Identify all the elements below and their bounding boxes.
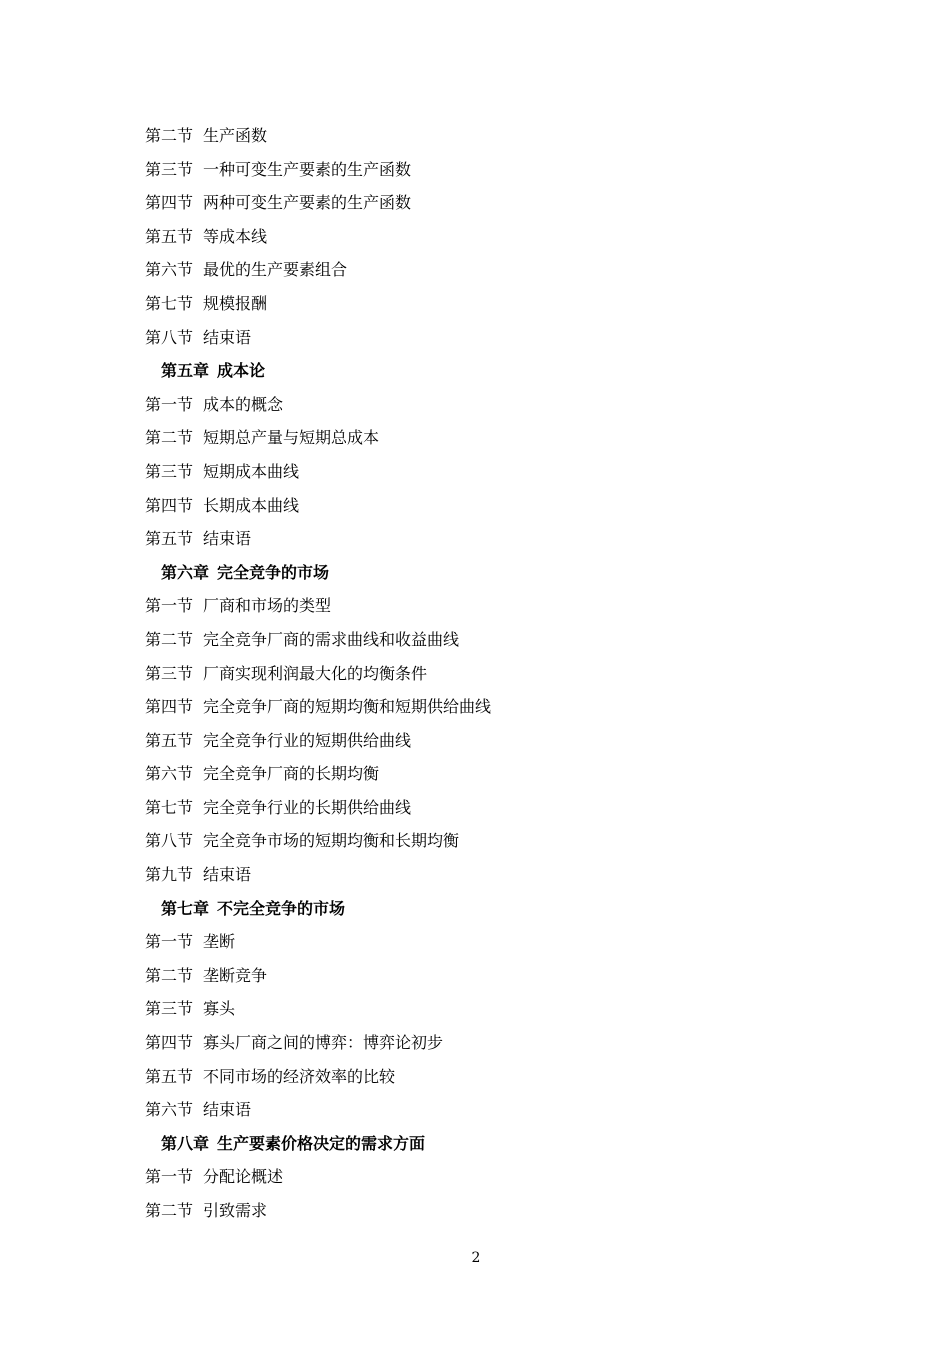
- section-number: 第七节: [145, 293, 194, 313]
- section-number: 第四节: [145, 495, 194, 515]
- toc-section-entry: [145, 321, 845, 355]
- section-title: 结束语: [203, 529, 252, 549]
- section-number: 第六节: [145, 764, 194, 784]
- toc-chapter-heading: [145, 354, 845, 388]
- chapter-title: 不完全竞争的市场: [217, 898, 346, 918]
- toc-section-entry: [145, 690, 845, 724]
- section-number: 第二节: [145, 428, 194, 448]
- toc-section-entry: [145, 757, 845, 791]
- chapter-title: 成本论: [217, 361, 266, 381]
- section-number: 第五节: [145, 529, 194, 549]
- section-title: 生产函数: [203, 126, 268, 145]
- toc-section-entry: [145, 421, 845, 455]
- section-number: 第六节: [145, 260, 194, 280]
- toc-section-entry: [145, 791, 845, 825]
- toc-section-entry: [145, 186, 845, 220]
- section-number: 第二节: [145, 1201, 194, 1220]
- section-title: 寡头: [203, 999, 236, 1019]
- chapter-number: 第七章: [161, 898, 210, 918]
- toc-chapter-heading: [145, 892, 845, 926]
- toc-section-entry: [145, 455, 845, 489]
- chapter-number: 第五章: [161, 361, 210, 381]
- toc-section-entry: [145, 522, 845, 556]
- section-title: 完全竞争厂商的长期均衡: [203, 764, 380, 784]
- section-title: 结束语: [203, 1100, 252, 1120]
- section-title: 等成本线: [203, 226, 268, 246]
- toc-section-entry: [145, 119, 845, 153]
- chapter-number: 第八章: [161, 1133, 210, 1153]
- section-title: 成本的概念: [203, 394, 284, 414]
- section-number: 第五节: [145, 1066, 194, 1086]
- toc-section-entry: [145, 1060, 845, 1094]
- section-number: 第六节: [145, 1100, 194, 1120]
- section-title: 分配论概述: [203, 1167, 284, 1187]
- toc-section-entry: [145, 623, 845, 657]
- toc-section-entry: [145, 153, 845, 187]
- section-number: 第九节: [145, 865, 194, 885]
- section-number: 第三节: [145, 159, 194, 179]
- section-title: 短期成本曲线: [203, 461, 300, 481]
- toc-chapter-heading: [145, 1127, 845, 1161]
- toc-section-entry: [145, 959, 845, 993]
- section-title: 结束语: [203, 865, 252, 885]
- section-title: 厂商和市场的类型: [203, 596, 332, 616]
- toc-section-entry: [145, 992, 845, 1026]
- section-title: 规模报酬: [203, 293, 268, 313]
- toc-chapter-heading: [145, 556, 845, 590]
- toc-section-entry: [145, 1093, 845, 1127]
- section-number: 第五节: [145, 226, 194, 246]
- section-title: 垄断: [203, 932, 236, 952]
- section-number: 第二节: [145, 965, 194, 985]
- section-title: 一种可变生产要素的生产函数: [203, 159, 412, 179]
- section-title: 完全竞争厂商的需求曲线和收益曲线: [203, 629, 460, 649]
- section-title: 结束语: [203, 327, 252, 347]
- toc-section-entry: [145, 724, 845, 758]
- toc-section-entry: [145, 220, 845, 254]
- section-number: 第一节: [145, 596, 194, 616]
- section-number: 第八节: [145, 327, 194, 347]
- section-number: 第四节: [145, 697, 194, 717]
- toc-section-entry: [145, 925, 845, 959]
- toc-section-entry: [145, 388, 845, 422]
- section-title: 两种可变生产要素的生产函数: [203, 193, 412, 213]
- toc-section-entry: [145, 489, 845, 523]
- section-number: 第二节: [145, 629, 194, 649]
- section-title: 寡头厂商之间的博弈：博弈论初步: [203, 1033, 444, 1053]
- toc-section-entry: [145, 1026, 845, 1060]
- section-title: 完全竞争厂商的短期均衡和短期供给曲线: [203, 697, 492, 717]
- toc-section-entry: [145, 253, 845, 287]
- chapter-title: 完全竞争的市场: [217, 562, 330, 582]
- section-number: 第七节: [145, 797, 194, 817]
- toc-section-entry: [145, 1194, 845, 1228]
- table-of-contents: [145, 119, 845, 1228]
- section-number: 第一节: [145, 394, 194, 414]
- toc-section-entry: [145, 824, 845, 858]
- section-number: 第四节: [145, 193, 194, 213]
- section-title: 长期成本曲线: [203, 495, 300, 515]
- section-title: 厂商实现利润最大化的均衡条件: [203, 663, 428, 683]
- toc-section-entry: [145, 589, 845, 623]
- section-title: 垄断竞争: [203, 965, 268, 985]
- section-title: 完全竞争行业的长期供给曲线: [203, 797, 412, 817]
- section-title: 短期总产量与短期总成本: [203, 428, 380, 448]
- section-number: 第三节: [145, 999, 194, 1019]
- section-number: 第一节: [145, 1167, 194, 1187]
- chapter-number: 第六章: [161, 562, 210, 582]
- section-title: 最优的生产要素组合: [203, 260, 348, 280]
- section-number: 第八节: [145, 831, 194, 851]
- section-number: 第四节: [145, 1033, 194, 1053]
- toc-section-entry: [145, 657, 845, 691]
- section-title: 完全竞争行业的短期供给曲线: [203, 730, 412, 750]
- section-number: 第二节: [145, 126, 194, 145]
- section-title: 引致需求: [203, 1201, 268, 1220]
- section-number: 第三节: [145, 663, 194, 683]
- toc-section-entry: [145, 858, 845, 892]
- section-title: 完全竞争市场的短期均衡和长期均衡: [203, 831, 460, 851]
- chapter-title: 生产要素价格决定的需求方面: [217, 1133, 426, 1153]
- section-title: 不同市场的经济效率的比较: [203, 1066, 396, 1086]
- section-number: 第三节: [145, 461, 194, 481]
- toc-section-entry: [145, 1160, 845, 1194]
- toc-section-entry: [145, 287, 845, 321]
- page-number: 2: [471, 1250, 481, 1266]
- section-number: 第一节: [145, 932, 194, 952]
- section-number: 第五节: [145, 730, 194, 750]
